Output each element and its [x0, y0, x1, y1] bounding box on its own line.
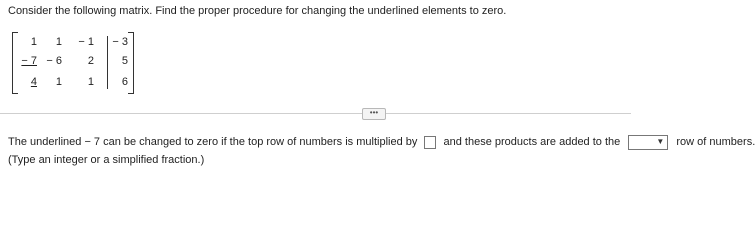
more-button[interactable]: •••: [362, 108, 386, 120]
multiplier-answer-box[interactable]: [424, 136, 436, 149]
underlined-element: 4: [30, 76, 37, 88]
instruction-line: [8, 134, 755, 150]
matrix-cell: 1: [55, 36, 62, 48]
matrix-cell: 2: [87, 55, 94, 67]
instruction-text-1: The underlined − 7 can be changed to zero if the top row of numbers is multiplied by: [8, 136, 418, 149]
matrix-cell: 5: [121, 55, 128, 67]
underlined-element: − 7: [21, 55, 37, 67]
section-divider: [0, 113, 631, 114]
row-select-dropdown[interactable]: [628, 135, 668, 150]
matrix-bracket-right: [128, 32, 134, 94]
matrix-cell: − 3: [112, 36, 128, 48]
input-hint: (Type an integer or a simplified fraction.): [8, 154, 205, 166]
matrix-cell-underlined: [17, 55, 37, 67]
matrix: [12, 32, 134, 92]
matrix-cell: − 1: [78, 36, 94, 48]
matrix-cell: 1: [30, 36, 37, 48]
matrix-cell: − 6: [46, 55, 62, 67]
chevron-down-icon: ▼: [656, 136, 665, 146]
matrix-cell: 6: [121, 76, 128, 88]
matrix-cell: 1: [55, 76, 62, 88]
matrix-cell-underlined: [17, 76, 37, 88]
question-prompt: Consider the following matrix. Find the proper procedure for changing the underlined elements to zero.: [8, 5, 507, 17]
matrix-cell: 1: [87, 76, 94, 88]
instruction-text-2: and these products are added to the: [443, 136, 621, 149]
instruction-text-3: row of numbers.: [676, 136, 755, 149]
